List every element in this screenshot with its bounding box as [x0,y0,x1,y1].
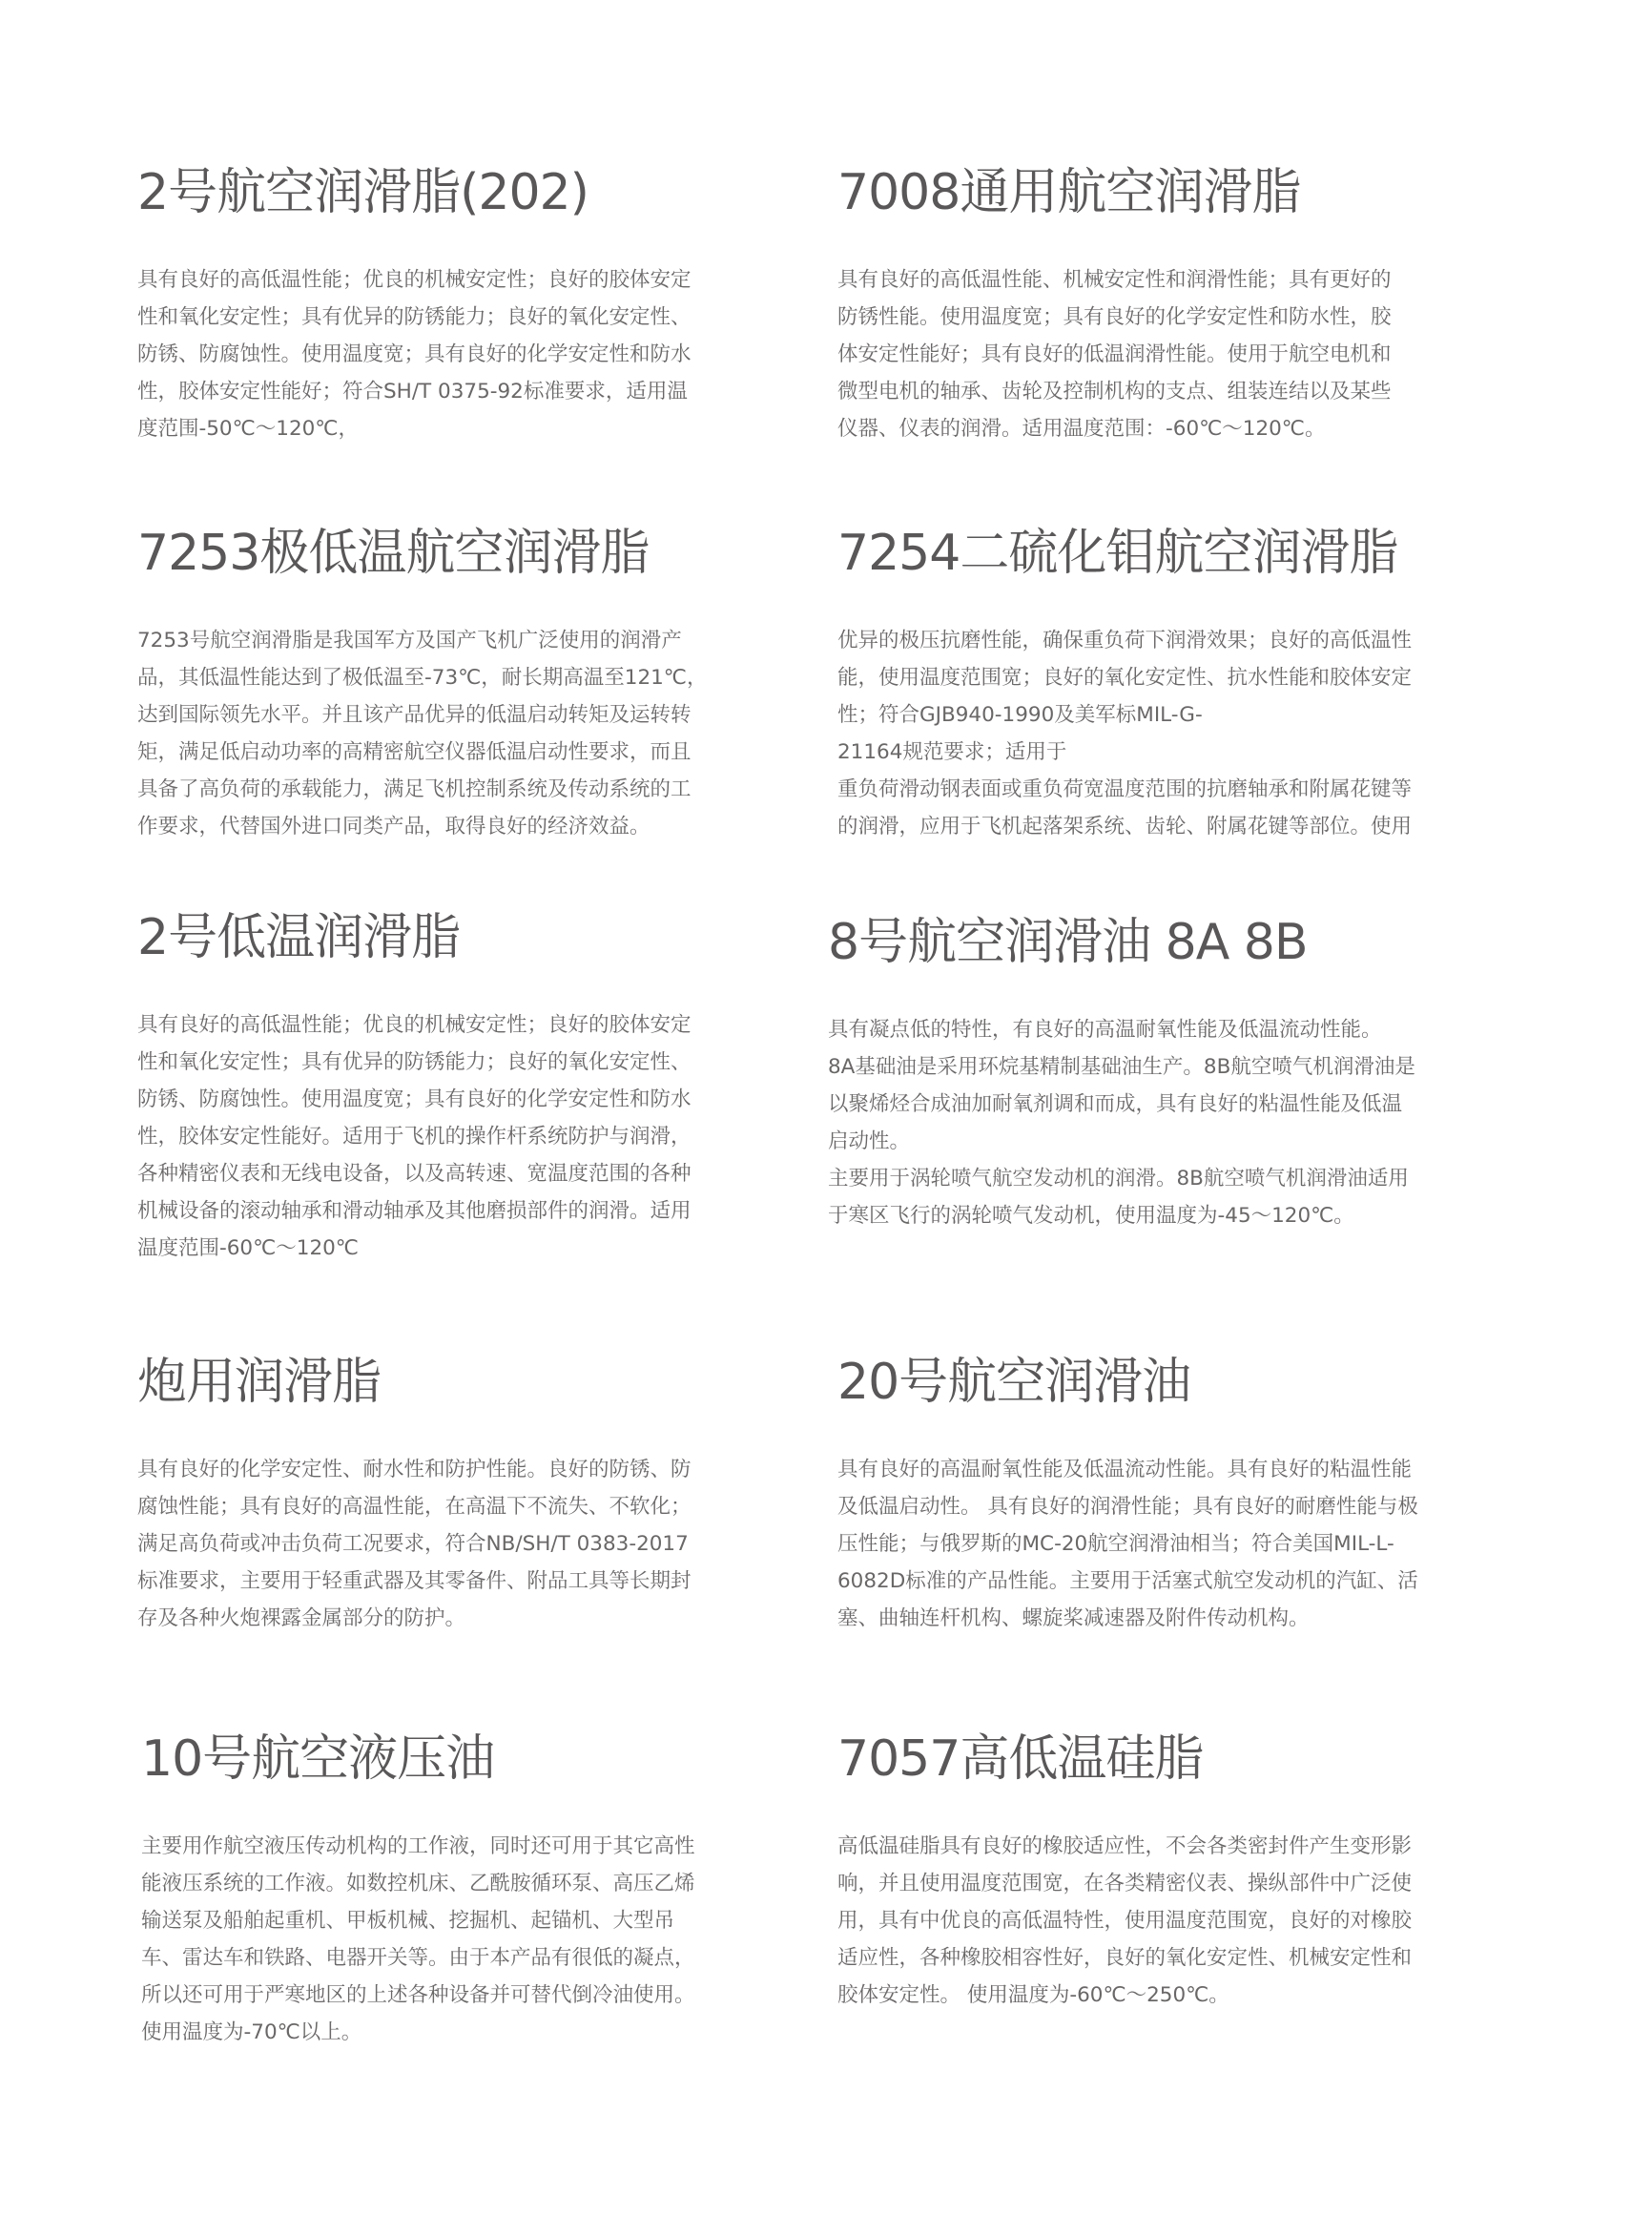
description-line: 机械设备的滚动轴承和滑动轴承及其他磨损部件的润滑。适用 [137,1199,692,1223]
description-line: 具备了高负荷的承载能力，满足飞机控制系统及传动系统的工 [137,777,692,801]
description-line: 车、雷达车和铁路、电器开关等。由于本产品有很低的凝点， [141,1946,695,1970]
description-line: 性，胶体安定性能好。适用于飞机的操作杆系统防护与润滑， [137,1125,692,1149]
description-line: 使用温度为-70℃以上。 [141,2020,362,2044]
description-line: 仪器、仪表的润滑。适用温度范围：-60℃～120℃。 [837,417,1326,441]
product-7253-ultra-low-temp-grease [137,523,767,845]
description-line: 具有良好的高低温性能；优良的机械安定性；良好的胶体安定 [137,268,692,292]
description-line: 主要用作航空液压传动机构的工作液，同时还可用于其它高性 [141,1834,695,1858]
product-description [137,1006,767,1267]
product-description [837,1828,1467,2014]
product-description [828,1011,1457,1234]
description-line: 防锈、防腐蚀性。使用温度宽；具有良好的化学安定性和防水 [137,1087,692,1111]
description-line: 塞、曲轴连杆机构、螺旋桨减速器及附件传动机构。 [837,1606,1310,1630]
product-description [137,1451,767,1637]
description-line: 高低温硅脂具有良好的橡胶适应性，不会各类密封件产生变形影 [837,1834,1413,1858]
product-10-aviation-hydraulic-oil [141,1729,771,2051]
description-line: 性和氧化安定性；具有优异的防锈能力；良好的氧化安定性、 [137,305,692,329]
product-title: 10号航空液压油 [141,1730,495,1788]
description-line: 微型电机的轴承、齿轮及控制机构的支点、组装连结以及某些 [837,380,1392,404]
description-line: 腐蚀性能；具有良好的高温性能，在高温下不流失、不软化； [137,1495,692,1519]
product-title: 7008通用航空润滑脂 [837,164,1301,221]
product-title: 7253极低温航空润滑脂 [137,525,650,582]
description-line: 作要求，代替国外进口同类产品，取得良好的经济效益。 [137,815,650,839]
description-line: 输送泵及船舶起重机、甲板机械、挖掘机、起锚机、大型吊 [141,1909,675,1933]
description-line: 满足高负荷或冲击负荷工况要求，符合NB/SH/T 0383-2017 [137,1532,689,1556]
description-line: 具有良好的高温耐氧性能及低温流动性能。具有良好的粘温性能 [837,1458,1413,1481]
product-title: 8号航空润滑油 8A 8B [828,914,1308,971]
product-description [137,261,767,447]
product-description [837,622,1467,845]
description-line: 适应性，各种橡胶相容性好，良好的氧化安定性、机械安定性和 [837,1946,1413,1970]
description-line: 7253号航空润滑脂是我国军方及国产飞机广泛使用的润滑产 [137,629,682,652]
product-description [837,261,1467,447]
product-20-aviation-lubricating-oil [837,1352,1467,1637]
description-line: 及低温启动性。 具有良好的润滑性能；具有良好的耐磨性能与极 [837,1495,1418,1519]
product-2-low-temp-grease [137,907,767,1267]
description-line: 度范围-50℃～120℃， [137,417,359,441]
description-line: 具有良好的化学安定性、耐水性和防护性能。良好的防锈、防 [137,1458,692,1481]
description-line: 具有凝点低的特性，有良好的高温耐氧性能及低温流动性能。 [828,1018,1382,1042]
product-description [137,622,767,845]
product-description [837,1451,1467,1637]
description-line: 优异的极压抗磨性能，确保重负荷下润滑效果；良好的高低温性 [837,629,1413,652]
product-gun-grease [137,1352,767,1637]
description-line: 防锈、防腐蚀性。使用温度宽；具有良好的化学安定性和防水 [137,342,692,366]
product-title: 20号航空润滑油 [837,1354,1191,1411]
product-8-aviation-lubricating-oil [828,912,1457,1234]
description-line: 主要用于涡轮喷气航空发动机的润滑。8B航空喷气机润滑油适用 [828,1167,1409,1191]
description-line: 启动性。 [828,1129,911,1153]
product-2-aviation-grease-202 [137,162,767,447]
description-line: 能，使用温度范围宽；良好的氧化安定性、抗水性能和胶体安定 [837,666,1413,690]
description-line: 6082D标准的产品性能。主要用于活塞式航空发动机的汽缸、活 [837,1569,1418,1593]
description-line: 响，并且使用温度范围宽，在各类精密仪表、操纵部件中广泛使 [837,1872,1413,1895]
description-line: 矩，满足低启动功率的高精密航空仪器低温启动性要求，而且 [137,740,692,764]
description-line: 各种精密仪表和无线电设备，以及高转速、宽温度范围的各种 [137,1162,692,1186]
description-line: 具有良好的高低温性能、机械安定性和润滑性能；具有更好的 [837,268,1392,292]
description-line: 的润滑，应用于飞机起落架系统、齿轮、附属花键等部位。使用 [837,815,1413,839]
product-title: 炮用润滑脂 [137,1354,382,1411]
product-7254-molybdenum-disulfide-grease [837,523,1467,845]
description-line: 所以还可用于严寒地区的上述各种设备并可替代倒冷油使用。 [141,1983,695,2007]
description-line: 能液压系统的工作液。如数控机床、乙酰胺循环泵、高压乙烯 [141,1872,695,1895]
description-line: 压性能；与俄罗斯的MC-20航空润滑油相当；符合美国MIL-L- [837,1532,1394,1556]
description-line: 品，其低温性能达到了极低温至-73℃，耐长期高温至121℃， [137,666,708,690]
product-title: 7057高低温硅脂 [837,1730,1204,1788]
description-line: 胶体安定性。 使用温度为-60℃～250℃。 [837,1983,1229,2007]
description-line: 温度范围-60℃～120℃ [137,1236,359,1260]
description-line: 性，胶体安定性能好；符合SH/T 0375-92标准要求，适用温 [137,380,688,404]
description-line: 用，具有中优良的高低温特性，使用温度范围宽，良好的对橡胶 [837,1909,1413,1933]
description-line: 21164规范要求；适用于 [837,740,1067,764]
description-line: 8A基础油是采用环烷基精制基础油生产。8B航空喷气机润滑油是 [828,1055,1415,1079]
product-title: 2号航空润滑脂(202) [137,164,589,221]
product-title: 2号低温润滑脂 [137,909,461,966]
description-line: 重负荷滑动钢表面或重负荷宽温度范围的抗磨轴承和附属花键等 [837,777,1413,801]
description-line: 于寒区飞行的涡轮喷气发动机，使用温度为-45～120℃。 [828,1204,1354,1228]
description-line: 体安定性能好；具有良好的低温润滑性能。使用于航空电机和 [837,342,1392,366]
product-7008-general-aviation-grease [837,162,1467,447]
product-description [141,1828,771,2051]
description-line: 达到国际领先水平。并且该产品优异的低温启动转矩及运转转 [137,703,692,727]
description-line: 性；符合GJB940-1990及美军标MIL-G- [837,703,1203,727]
description-line: 防锈性能。使用温度宽；具有良好的化学安定性和防水性，胶 [837,305,1392,329]
description-line: 标准要求，主要用于轻重武器及其零备件、附品工具等长期封 [137,1569,692,1593]
description-line: 性和氧化安定性；具有优异的防锈能力；良好的氧化安定性、 [137,1050,692,1074]
description-line: 以聚烯烃合成油加耐氧剂调和而成，具有良好的粘温性能及低温 [828,1092,1403,1116]
product-title: 7254二硫化钼航空润滑脂 [837,525,1398,582]
description-line: 存及各种火炮裸露金属部分的防护。 [137,1606,466,1630]
description-line: 具有良好的高低温性能；优良的机械安定性；良好的胶体安定 [137,1013,692,1037]
product-7057-silicone-grease [837,1729,1467,2014]
